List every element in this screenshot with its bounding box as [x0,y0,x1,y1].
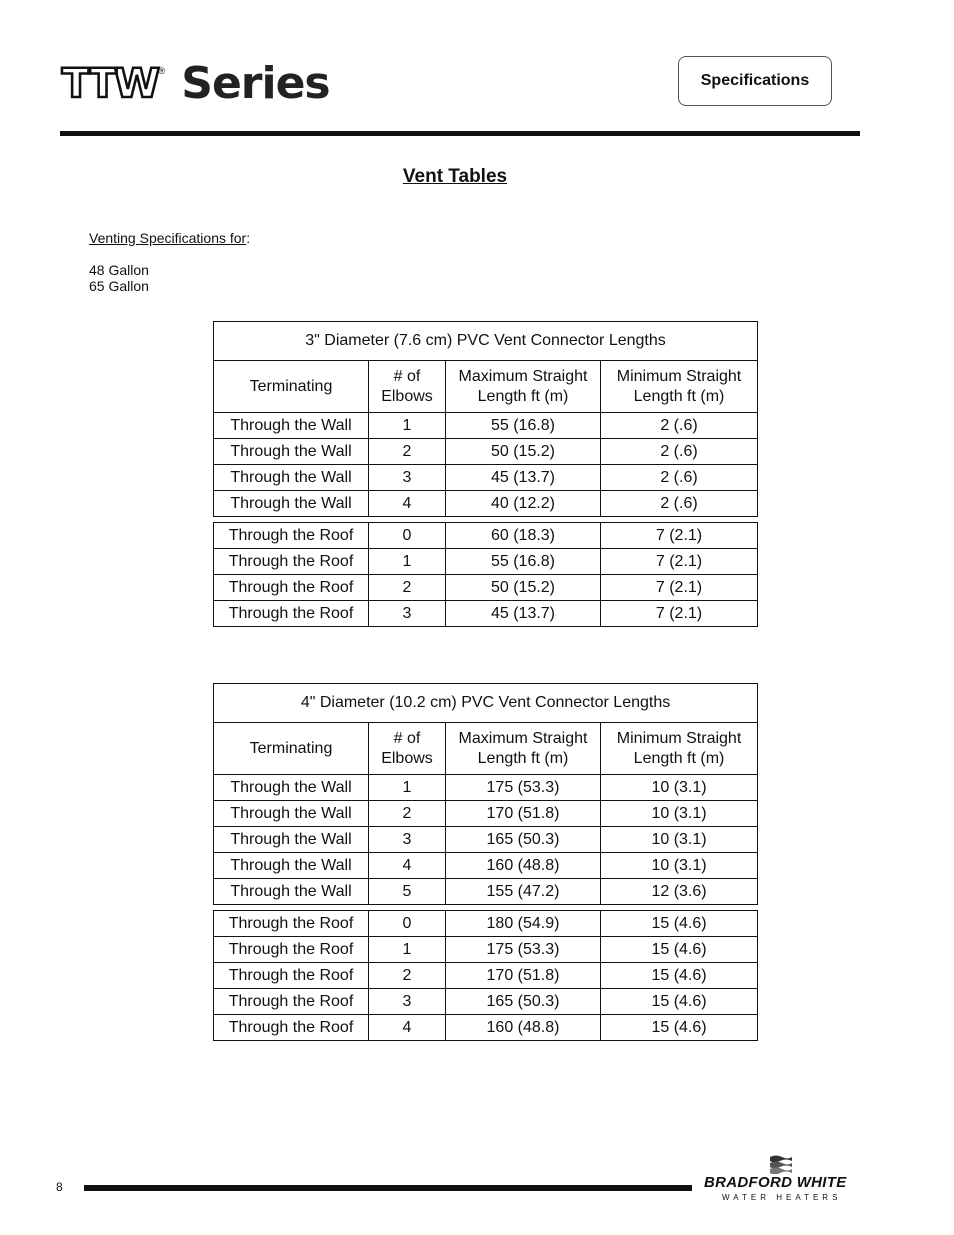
elbows-cell: 1 [369,413,446,439]
intro-block [89,230,250,294]
min-length-cell: 10 (3.1) [601,827,758,853]
series-logo-text: Series [181,58,330,109]
min-length-cell: 10 (3.1) [601,775,758,801]
table-row [214,937,758,963]
min-length-cell: 2 (.6) [601,439,758,465]
terminating-cell: Through the Roof [214,549,369,575]
ttw-logo-mark: TTW [61,61,157,107]
terminating-cell: Through the Wall [214,879,369,905]
registered-mark: ® [158,66,166,76]
min-length-cell: 2 (.6) [601,413,758,439]
intro-lead-text: Venting Specifications for [89,230,247,246]
terminating-cell: Through the Roof [214,911,369,937]
ttw-series-logo [61,58,330,109]
header-min-length-line-1: Minimum Straight [616,367,742,385]
terminating-cell: Through the Wall [214,465,369,491]
elbows-cell: 3 [369,827,446,853]
model-item: 65 Gallon [89,278,149,294]
table-row [214,853,758,879]
terminating-cell: Through the Roof [214,1015,369,1041]
header-elbows-line-1: # of [393,367,421,385]
max-length-cell: 165 (50.3) [446,989,601,1015]
terminating-cell: Through the Roof [214,989,369,1015]
vent-table-4in [213,683,758,1041]
max-length-cell: 175 (53.3) [446,775,601,801]
min-length-cell: 2 (.6) [601,491,758,517]
min-length-cell: 15 (4.6) [601,911,758,937]
page-title: Vent Tables [402,166,508,187]
table-caption: 4" Diameter (10.2 cm) PVC Vent Connector Lengths [214,684,758,723]
elbows-cell: 1 [369,937,446,963]
max-length-cell: 45 (13.7) [446,601,601,627]
elbows-cell: 2 [369,439,446,465]
max-length-cell: 180 (54.9) [446,911,601,937]
min-length-cell: 7 (2.1) [601,523,758,549]
elbows-cell: 4 [369,491,446,517]
max-length-cell: 170 (51.8) [446,963,601,989]
max-length-cell: 60 (18.3) [446,523,601,549]
header-elbows-line-2: Elbows [381,749,433,767]
terminating-cell: Through the Wall [214,801,369,827]
min-length-cell: 15 (4.6) [601,1015,758,1041]
table-row [214,879,758,905]
header-min-length [601,723,758,775]
header-terminating-line-1: Terminating [249,739,333,757]
elbows-cell: 0 [369,523,446,549]
table-caption-row [214,322,758,361]
table-row [214,413,758,439]
header-elbows [369,723,446,775]
bradford-white-flag-icon [766,1154,794,1174]
table-row [214,827,758,853]
header-terminating-line-1: Terminating [249,377,333,395]
terminating-cell: Through the Roof [214,601,369,627]
max-length-cell: 50 (15.2) [446,575,601,601]
header-min-length-line-2: Length ft (m) [633,749,725,767]
min-length-cell: 7 (2.1) [601,601,758,627]
terminating-cell: Through the Roof [214,937,369,963]
elbows-cell: 1 [369,549,446,575]
table-row [214,801,758,827]
min-length-cell: 15 (4.6) [601,937,758,963]
table-row [214,911,758,937]
table-header-row [214,723,758,775]
max-length-cell: 170 (51.8) [446,801,601,827]
elbows-cell: 2 [369,801,446,827]
header-min-length-line-2: Length ft (m) [633,387,725,405]
header-elbows-line-1: # of [393,729,421,747]
max-length-cell: 50 (15.2) [446,439,601,465]
terminating-cell: Through the Wall [214,827,369,853]
min-length-cell: 7 (2.1) [601,575,758,601]
terminating-cell: Through the Wall [214,413,369,439]
header-max-length-line-2: Length ft (m) [477,749,569,767]
header-max-length-line-1: Maximum Straight [458,729,588,747]
header-max-length [446,361,601,413]
max-length-cell: 160 (48.8) [446,1015,601,1041]
min-length-cell: 7 (2.1) [601,549,758,575]
terminating-cell: Through the Wall [214,775,369,801]
header-min-length-line-1: Minimum Straight [616,729,742,747]
footer-rule [84,1185,692,1191]
brand-tagline: WATER HEATERS [722,1193,842,1202]
max-length-cell: 160 (48.8) [446,853,601,879]
header-elbows [369,361,446,413]
table-row [214,963,758,989]
header-min-length [601,361,758,413]
table-row [214,575,758,601]
table-row [214,549,758,575]
page-number: 8 [56,1180,63,1194]
table-row [214,465,758,491]
table-row [214,601,758,627]
elbows-cell: 2 [369,963,446,989]
table-row [214,775,758,801]
min-length-cell: 15 (4.6) [601,989,758,1015]
header-max-length [446,723,601,775]
header-max-length-line-1: Maximum Straight [458,367,588,385]
table-row [214,523,758,549]
terminating-cell: Through the Roof [214,523,369,549]
min-length-cell: 2 (.6) [601,465,758,491]
terminating-cell: Through the Wall [214,491,369,517]
header-max-length-line-2: Length ft (m) [477,387,569,405]
elbows-cell: 4 [369,853,446,879]
max-length-cell: 55 (16.8) [446,413,601,439]
max-length-cell: 175 (53.3) [446,937,601,963]
intro-lead-colon: : [246,230,251,246]
model-list [89,262,250,294]
max-length-cell: 55 (16.8) [446,549,601,575]
vent-table-3in [213,321,758,627]
elbows-cell: 3 [369,465,446,491]
max-length-cell: 45 (13.7) [446,465,601,491]
brand-name: BRADFORD WHITE [704,1174,847,1191]
elbows-cell: 4 [369,1015,446,1041]
elbows-cell: 1 [369,775,446,801]
intro-lead [89,230,250,246]
specifications-tab: Specifications [678,56,832,106]
header-terminating [214,723,369,775]
terminating-cell: Through the Roof [214,575,369,601]
elbows-cell: 2 [369,575,446,601]
table-row [214,439,758,465]
min-length-cell: 10 (3.1) [601,853,758,879]
header-terminating [214,361,369,413]
table-row [214,491,758,517]
elbows-cell: 3 [369,989,446,1015]
terminating-cell: Through the Wall [214,439,369,465]
terminating-cell: Through the Roof [214,963,369,989]
elbows-cell: 0 [369,911,446,937]
max-length-cell: 165 (50.3) [446,827,601,853]
min-length-cell: 15 (4.6) [601,963,758,989]
min-length-cell: 12 (3.6) [601,879,758,905]
table-caption: 3" Diameter (7.6 cm) PVC Vent Connector Lengths [214,322,758,361]
max-length-cell: 155 (47.2) [446,879,601,905]
elbows-cell: 5 [369,879,446,905]
min-length-cell: 10 (3.1) [601,801,758,827]
header-elbows-line-2: Elbows [381,387,433,405]
model-item: 48 Gallon [89,262,149,278]
table-row [214,989,758,1015]
header-rule [60,131,860,136]
max-length-cell: 40 (12.2) [446,491,601,517]
table-header-row [214,361,758,413]
table-row [214,1015,758,1041]
terminating-cell: Through the Wall [214,853,369,879]
elbows-cell: 3 [369,601,446,627]
table-caption-row [214,684,758,723]
